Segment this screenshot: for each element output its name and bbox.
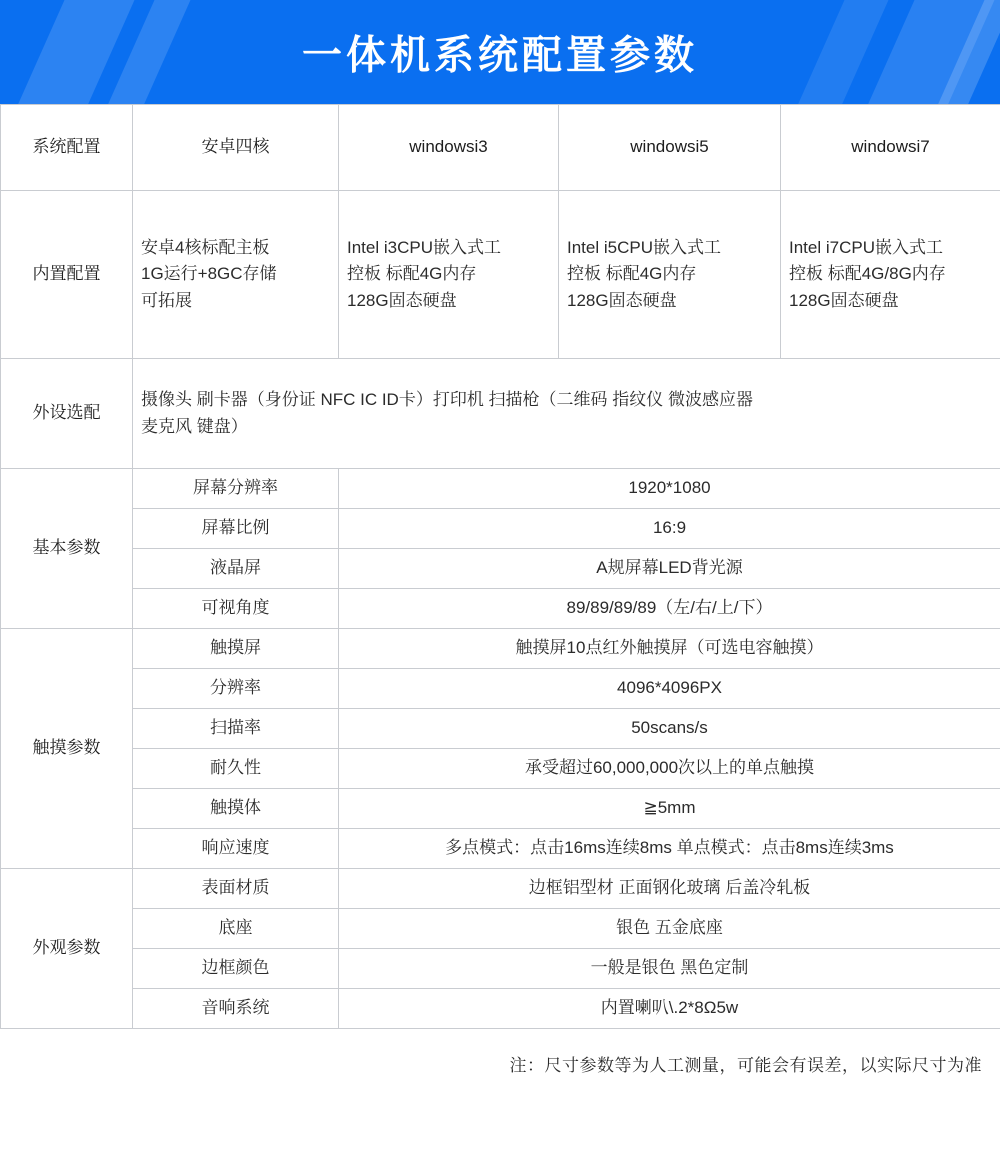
builtin-i3-line-1: Intel i3CPU嵌入式工	[347, 237, 501, 257]
table-row-peripherals	[1, 359, 1000, 469]
table-row-basic-2	[1, 509, 1000, 549]
sub-value-touch-resolution: 4096*4096PX	[339, 669, 1000, 709]
peripherals-value	[133, 359, 1000, 469]
builtin-android-line-2: 1G运行+8GC存储	[141, 264, 277, 284]
table-row-appearance-1	[1, 869, 1000, 909]
builtin-i5-line-3: 128G固态硬盘	[567, 290, 677, 310]
peripherals-line-1: 摄像头 刷卡器（身份证 NFC IC ID卡）打印机 扫描枪（二维码 指纹仪 微波感应器	[141, 390, 753, 410]
sub-label-viewing-angle: 可视角度	[133, 589, 339, 629]
table-row-os-header	[1, 105, 1000, 191]
peripherals-line-2: 麦克风 键盘）	[141, 416, 248, 436]
table-row-appearance-4	[1, 989, 1000, 1029]
sub-value-lcd-panel: A规屏幕LED背光源	[339, 549, 1000, 589]
sub-label-response-speed: 响应速度	[133, 829, 339, 869]
builtin-config-i7	[781, 191, 1000, 359]
table-row-touch-6	[1, 829, 1000, 869]
row-label-peripherals: 外设选配	[1, 359, 133, 469]
sub-value-screen-resolution: 1920*1080	[339, 469, 1000, 509]
sub-value-audio-system: 内置喇叭\.2*8Ω5w	[339, 989, 1000, 1029]
row-label-touch-params: 触摸参数	[1, 629, 133, 869]
table-row-touch-1	[1, 629, 1000, 669]
sub-label-scan-rate: 扫描率	[133, 709, 339, 749]
table-row-touch-3	[1, 709, 1000, 749]
table-row-basic-3	[1, 549, 1000, 589]
sub-value-durability: 承受超过60,000,000次以上的单点触摸	[339, 749, 1000, 789]
builtin-i5-line-1: Intel i5CPU嵌入式工	[567, 237, 721, 257]
sub-value-viewing-angle: 89/89/89/89（左/右/上/下）	[339, 589, 1000, 629]
sub-value-response-speed: 多点模式：点击16ms连续8ms 单点模式：点击8ms连续3ms	[339, 829, 1000, 869]
sub-value-base: 银色 五金底座	[339, 909, 1000, 949]
table-row-basic-4	[1, 589, 1000, 629]
sub-value-surface-material: 边框铝型材 正面钢化玻璃 后盖冷轧板	[339, 869, 1000, 909]
sub-label-base: 底座	[133, 909, 339, 949]
os-column-android: 安卓四核	[133, 105, 339, 191]
table-row-touch-2	[1, 669, 1000, 709]
sub-value-frame-color: 一般是银色 黑色定制	[339, 949, 1000, 989]
table-row-touch-5	[1, 789, 1000, 829]
os-column-windows-i5: windowsi5	[559, 105, 781, 191]
sub-label-lcd-panel: 液晶屏	[133, 549, 339, 589]
sub-label-surface-material: 表面材质	[133, 869, 339, 909]
sub-value-touch-screen: 触摸屏10点红外触摸屏（可选电容触摸）	[339, 629, 1000, 669]
builtin-config-i5	[559, 191, 781, 359]
builtin-i7-line-2: 控板 标配4G/8G内存	[789, 264, 946, 284]
sub-label-frame-color: 边框颜色	[133, 949, 339, 989]
sub-label-audio-system: 音响系统	[133, 989, 339, 1029]
builtin-i3-line-3: 128G固态硬盘	[347, 290, 457, 310]
sub-label-screen-ratio: 屏幕比例	[133, 509, 339, 549]
builtin-config-android	[133, 191, 339, 359]
page-title: 一体机系统配置参数	[302, 33, 698, 78]
builtin-i7-line-3: 128G固态硬盘	[789, 290, 899, 310]
sub-label-touch-screen: 触摸屏	[133, 629, 339, 669]
table-row-appearance-2	[1, 909, 1000, 949]
builtin-config-i3	[339, 191, 559, 359]
sub-value-touch-object: ≧5mm	[339, 789, 1000, 829]
builtin-i3-line-2: 控板 标配4G内存	[347, 264, 477, 284]
sub-value-screen-ratio: 16:9	[339, 509, 1000, 549]
builtin-android-line-1: 安卓4核标配主板	[141, 237, 270, 257]
sub-label-touch-object: 触摸体	[133, 789, 339, 829]
row-label-appearance-params: 外观参数	[1, 869, 133, 1029]
os-column-windows-i7: windowsi7	[781, 105, 1000, 191]
table-row-basic-1	[1, 469, 1000, 509]
sub-label-touch-resolution: 分辨率	[133, 669, 339, 709]
builtin-android-line-3: 可拓展	[141, 290, 192, 310]
builtin-i5-line-2: 控板 标配4G内存	[567, 264, 697, 284]
row-label-basic-params: 基本参数	[1, 469, 133, 629]
row-label-builtin-config: 内置配置	[1, 191, 133, 359]
table-row-builtin-config	[1, 191, 1000, 359]
table-row-appearance-3	[1, 949, 1000, 989]
sub-label-durability: 耐久性	[133, 749, 339, 789]
sub-value-scan-rate: 50scans/s	[339, 709, 1000, 749]
sub-label-screen-resolution: 屏幕分辨率	[133, 469, 339, 509]
footnote: 注：尺寸参数等为人工测量，可能会有误差，以实际尺寸为准	[509, 1056, 982, 1075]
builtin-i7-line-1: Intel i7CPU嵌入式工	[789, 237, 943, 257]
table-row-touch-4	[1, 749, 1000, 789]
page-banner	[0, 0, 1000, 104]
row-label-system-config: 系统配置	[1, 105, 133, 191]
os-column-windows-i3: windowsi3	[339, 105, 559, 191]
spec-table	[0, 104, 1000, 1029]
